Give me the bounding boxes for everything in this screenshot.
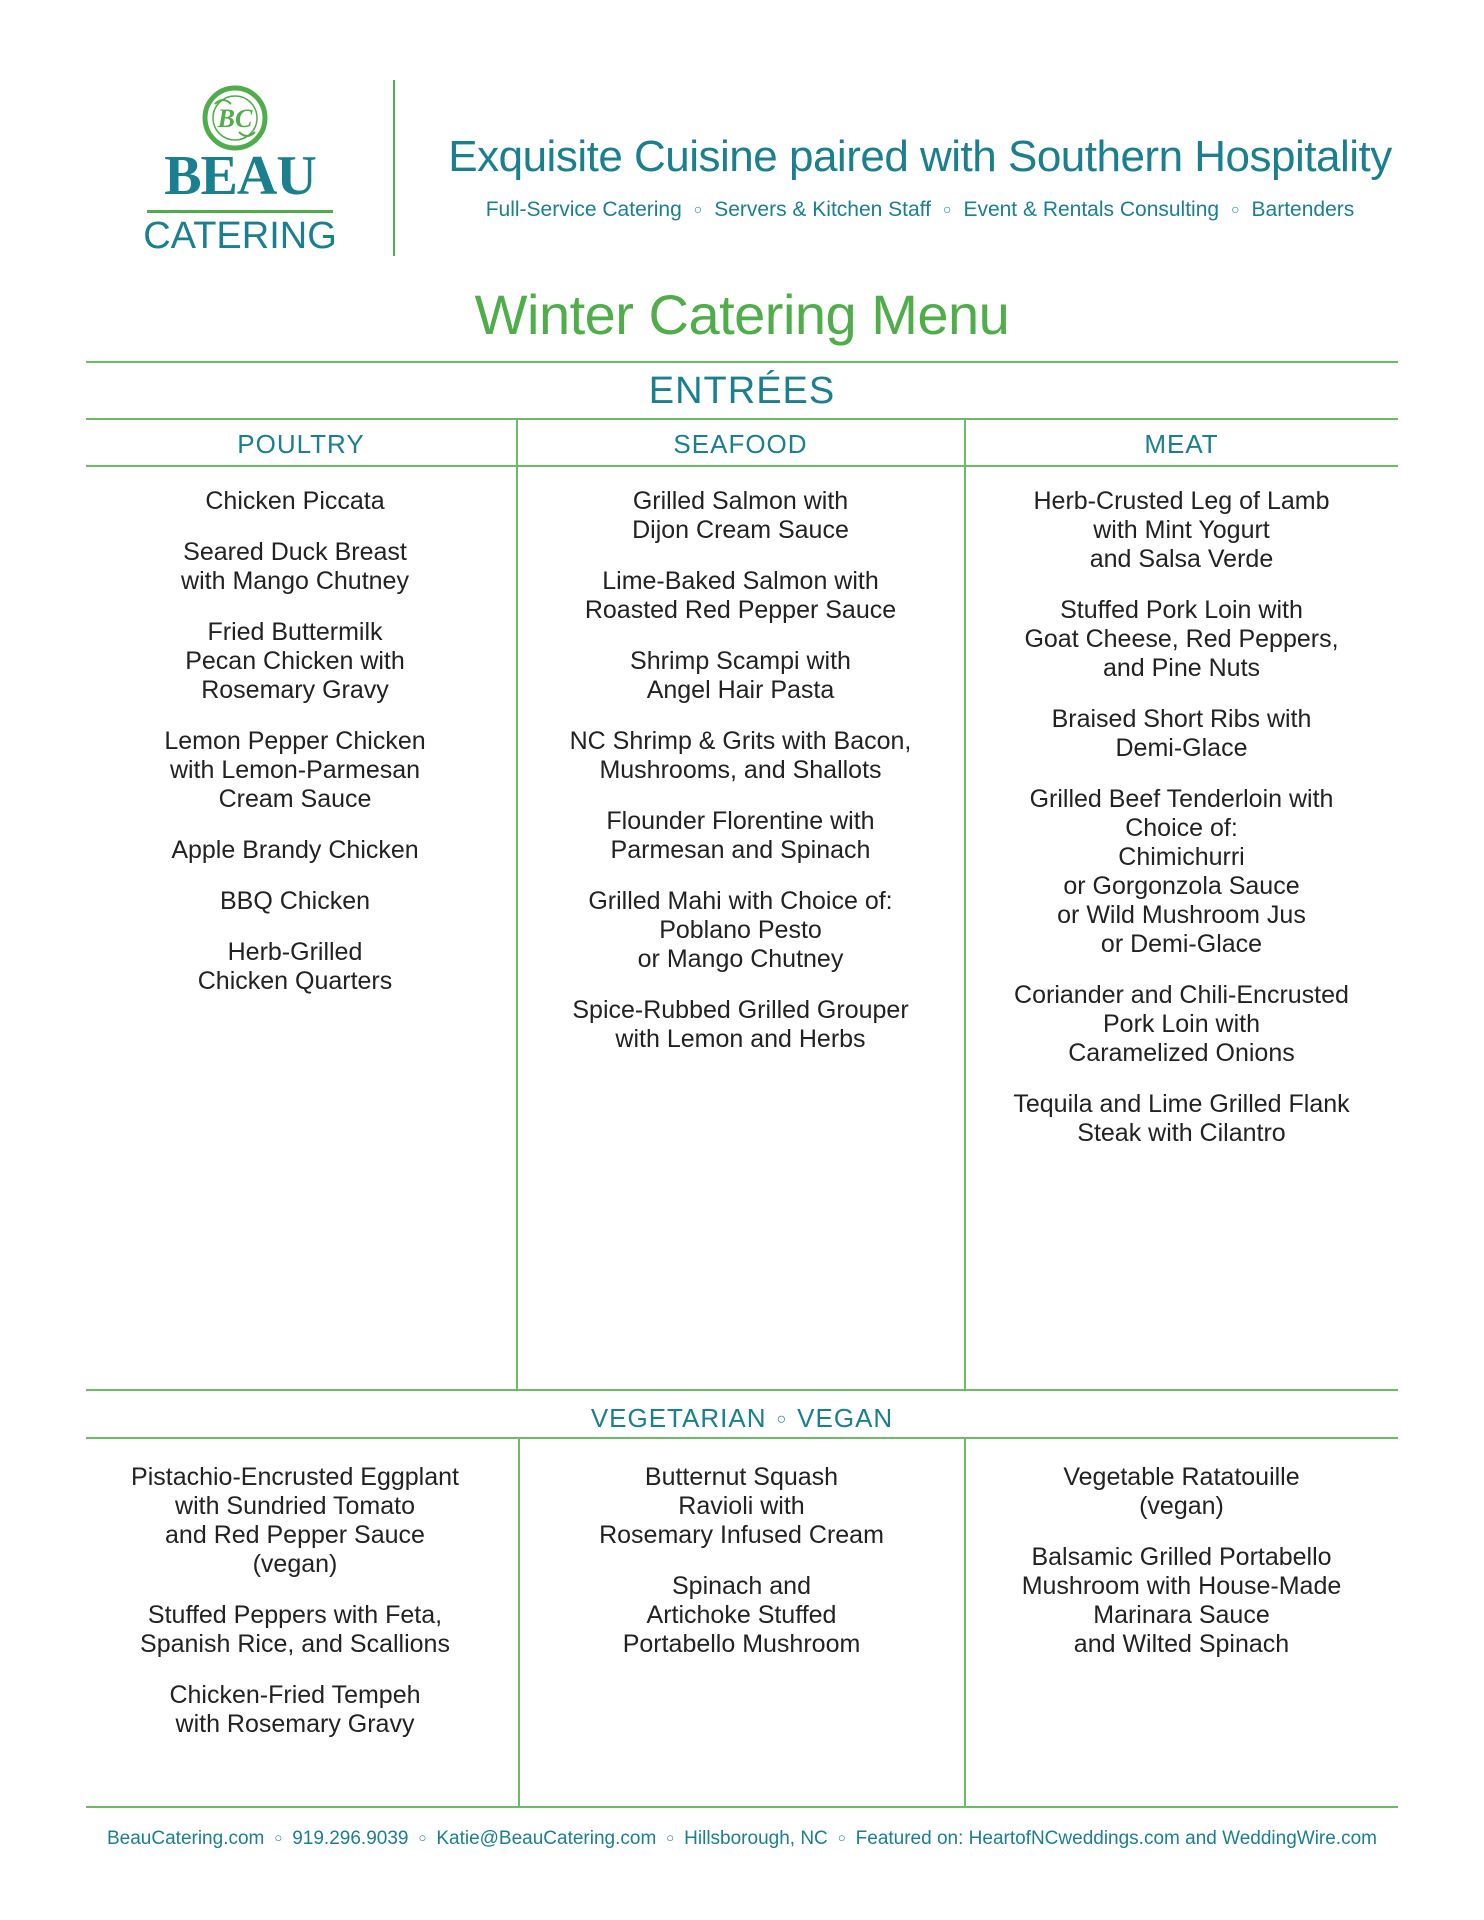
- page-title: Winter Catering Menu: [474, 283, 1010, 346]
- menu-item: Chicken Piccata: [205, 487, 385, 515]
- menu-item: Lemon Pepper Chicken with Lemon-Parmesan Cream Sauce: [164, 727, 426, 813]
- menu-item: Stuffed Pork Loin with Goat Cheese, Red Peppers, and Pine Nuts: [1024, 596, 1339, 682]
- bullet-separator-icon: ○: [418, 1830, 427, 1845]
- vegetarian-list-3: [965, 1463, 1398, 1681]
- menu-item: Stuffed Peppers with Feta, Spanish Rice, and Scallions: [140, 1601, 450, 1658]
- logo-name-line1: BEAU: [164, 145, 316, 207]
- bullet-separator-icon: ○: [1231, 201, 1240, 217]
- services-list: [430, 196, 1410, 223]
- menu-item: Grilled Beef Tenderloin with Choice of: Chimichurri or Gorgonzola Sauce or Wild Mushroom Jus or Demi-Glace: [1029, 785, 1334, 958]
- meat-list: [965, 487, 1398, 1170]
- menu-item: Tequila and Lime Grilled Flank Steak with Cilantro: [1013, 1090, 1350, 1147]
- divider: [86, 465, 1398, 467]
- menu-item: Lime-Baked Salmon with Roasted Red Pepper Sauce: [584, 567, 897, 624]
- bullet-separator-icon: ○: [942, 201, 952, 217]
- logo-name-line2: CATERING: [143, 215, 337, 257]
- menu-item: Spinach and Artichoke Stuffed Portabello Mushroom: [622, 1572, 861, 1658]
- divider: [86, 1389, 1398, 1391]
- menu-item: Coriander and Chili-Encrusted Pork Loin with Caramelized Onions: [1014, 981, 1349, 1067]
- menu-item: Flounder Florentine with Parmesan and Spinach: [606, 807, 875, 864]
- entrees-heading: ENTRÉES: [648, 370, 836, 412]
- footer-email-link[interactable]: Katie@BeauCatering.com: [436, 1828, 657, 1849]
- menu-item: Seared Duck Breast with Mango Chutney: [181, 538, 409, 595]
- bullet-separator-icon: ○: [776, 1411, 788, 1428]
- header-divider: [393, 80, 395, 256]
- menu-item: Apple Brandy Chicken: [171, 836, 419, 864]
- divider: [86, 418, 1398, 420]
- footer: [86, 1826, 1398, 1851]
- menu-item: Grilled Salmon with Dijon Cream Sauce: [632, 487, 849, 544]
- service-item: Bartenders: [1251, 198, 1355, 221]
- bullet-separator-icon: ○: [837, 1830, 846, 1845]
- menu-item: Chicken-Fried Tempeh with Rosemary Gravy: [169, 1681, 421, 1738]
- seafood-list: [517, 487, 964, 1076]
- vegetarian-vegan-heading: [86, 1403, 1398, 1435]
- tagline: Exquisite Cuisine paired with Southern Hospitality: [448, 132, 1392, 181]
- menu-item: Grilled Mahi with Choice of: Poblano Pesto or Mango Chutney: [588, 887, 893, 973]
- menu-item: BBQ Chicken: [219, 887, 371, 915]
- menu-item: Butternut Squash Ravioli with Rosemary Infused Cream: [599, 1463, 884, 1549]
- menu-item: Fried Buttermilk Pecan Chicken with Rosemary Gravy: [185, 618, 405, 704]
- vegan-label: VEGAN: [797, 1403, 894, 1433]
- divider: [86, 1437, 1398, 1439]
- beau-catering-logo: [135, 78, 345, 258]
- service-item: Event & Rentals Consulting: [963, 198, 1220, 221]
- vegetarian-list-1: [86, 1463, 504, 1761]
- logo-rule: [147, 210, 333, 213]
- service-item: Servers & Kitchen Staff: [714, 198, 931, 221]
- footer-website-link[interactable]: BeauCatering.com: [107, 1828, 265, 1849]
- column-heading-poultry: POULTRY: [237, 429, 365, 459]
- monogram-text: BC: [217, 104, 253, 133]
- menu-item: NC Shrimp & Grits with Bacon, Mushrooms, and Shallots: [569, 727, 912, 784]
- menu-item: Herb-Crusted Leg of Lamb with Mint Yogurt and Salsa Verde: [1033, 487, 1330, 573]
- divider: [86, 1806, 1398, 1808]
- menu-item: Shrimp Scampi with Angel Hair Pasta: [630, 647, 851, 704]
- menu-item: Pistachio-Encrusted Eggplant with Sundried Tomato and Red Pepper Sauce (vegan): [131, 1463, 459, 1578]
- bc-monogram-icon: [201, 84, 269, 152]
- bullet-separator-icon: ○: [693, 201, 703, 217]
- bullet-separator-icon: ○: [666, 1830, 675, 1845]
- poultry-list: [86, 487, 504, 1018]
- column-heading-meat: MEAT: [1144, 429, 1219, 459]
- menu-item: Braised Short Ribs with Demi-Glace: [1051, 705, 1312, 762]
- vegetarian-list-2: [519, 1463, 964, 1681]
- bullet-separator-icon: ○: [274, 1830, 283, 1845]
- footer-location: Hillsborough, NC: [684, 1828, 828, 1849]
- footer-featured: Featured on: HeartofNCweddings.com and WeddingWire.com: [855, 1828, 1377, 1849]
- menu-item: Spice-Rubbed Grilled Grouper with Lemon and Herbs: [572, 996, 909, 1053]
- menu-item: Herb-Grilled Chicken Quarters: [197, 938, 393, 995]
- menu-item: Vegetable Ratatouille (vegan): [1063, 1463, 1300, 1520]
- service-item: Full-Service Catering: [485, 198, 682, 221]
- menu-item: Balsamic Grilled Portabello Mushroom with House-Made Marinara Sauce and Wilted Spinach: [1021, 1543, 1342, 1658]
- divider: [86, 361, 1398, 363]
- footer-phone[interactable]: 919.296.9039: [292, 1828, 409, 1849]
- vegetarian-label: VEGETARIAN: [590, 1403, 767, 1433]
- column-heading-seafood: SEAFOOD: [673, 429, 808, 459]
